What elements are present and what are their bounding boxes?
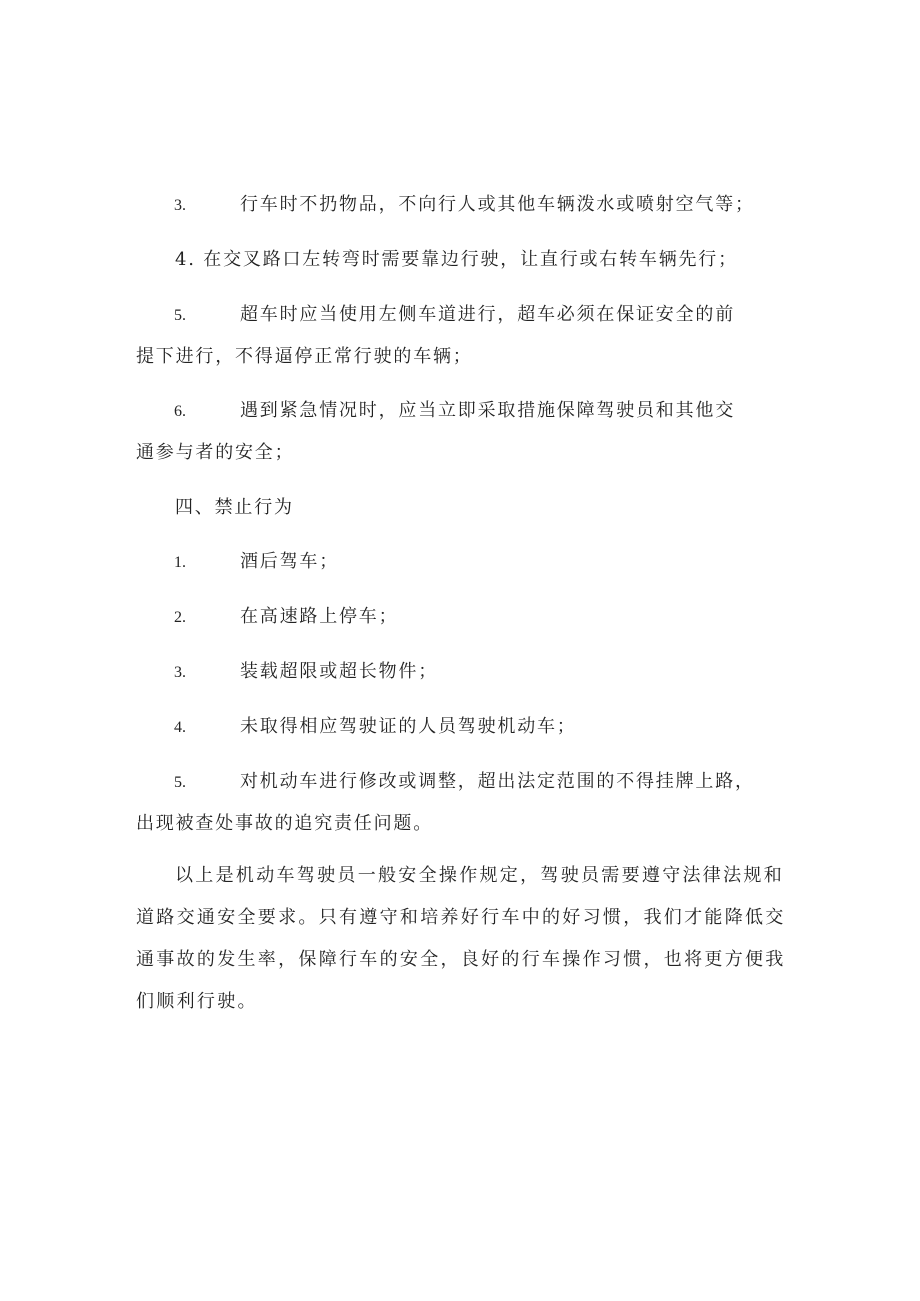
prohibited-item-text: 装载超限或超长物件； — [240, 661, 438, 682]
prohibited-item-text: 在高速路上停车； — [240, 606, 399, 627]
prohibited-item-number: 2. — [174, 609, 186, 626]
section-heading: 四、禁止行为 — [175, 497, 294, 518]
item-5-text-line2: 提下进行，不得逼停正常行驶的车辆； — [136, 346, 473, 367]
item-5-number: 5. — [174, 307, 186, 324]
item-6-number: 6. — [174, 403, 186, 420]
prohibited-item-5-text-line1: 对机动车进行修改或调整，超出法定范围的不得挂牌上路， — [240, 771, 755, 792]
item-5-text-line1: 超车时应当使用左侧车道进行，超车必须在保证安全的前 — [240, 304, 735, 325]
item-3-text: 行车时不扔物品，不向行人或其他车辆泼水或喷射空气等； — [240, 194, 755, 215]
prohibited-item-5-text-line2: 出现被查处事故的追究责任问题。 — [136, 813, 433, 834]
conclusion-line2: 道路交通安全要求。只有遵守和培养好行车中的好习惯，我们才能降低交 — [136, 907, 786, 928]
prohibited-item-text: 未取得相应驾驶证的人员驾驶机动车； — [240, 716, 577, 737]
conclusion-line1: 以上是机动车驾驶员一般安全操作规定，驾驶员需要遵守法律法规和 — [175, 865, 784, 886]
prohibited-item-5-number: 5. — [174, 774, 186, 791]
item-3-number: 3. — [174, 197, 186, 214]
item-6-text-line2: 通参与者的安全； — [136, 442, 295, 463]
prohibited-item-number: 4. — [174, 719, 186, 736]
prohibited-item-number: 3. — [174, 664, 186, 681]
conclusion-line3: 通事故的发生率，保障行车的安全，良好的行车操作习惯，也将更方便我 — [136, 949, 786, 970]
conclusion-line4: 们顺利行驶。 — [136, 991, 258, 1012]
prohibited-item-text: 酒后驾车； — [240, 551, 339, 572]
prohibited-item-number: 1. — [174, 554, 186, 571]
item-6-text-line1: 遇到紧急情况时，应当立即采取措施保障驾驶员和其他交 — [240, 400, 735, 421]
item-4-text: 4. 在交叉路口左转弯时需要靠边行驶，让直行或右转车辆先行； — [175, 249, 738, 270]
